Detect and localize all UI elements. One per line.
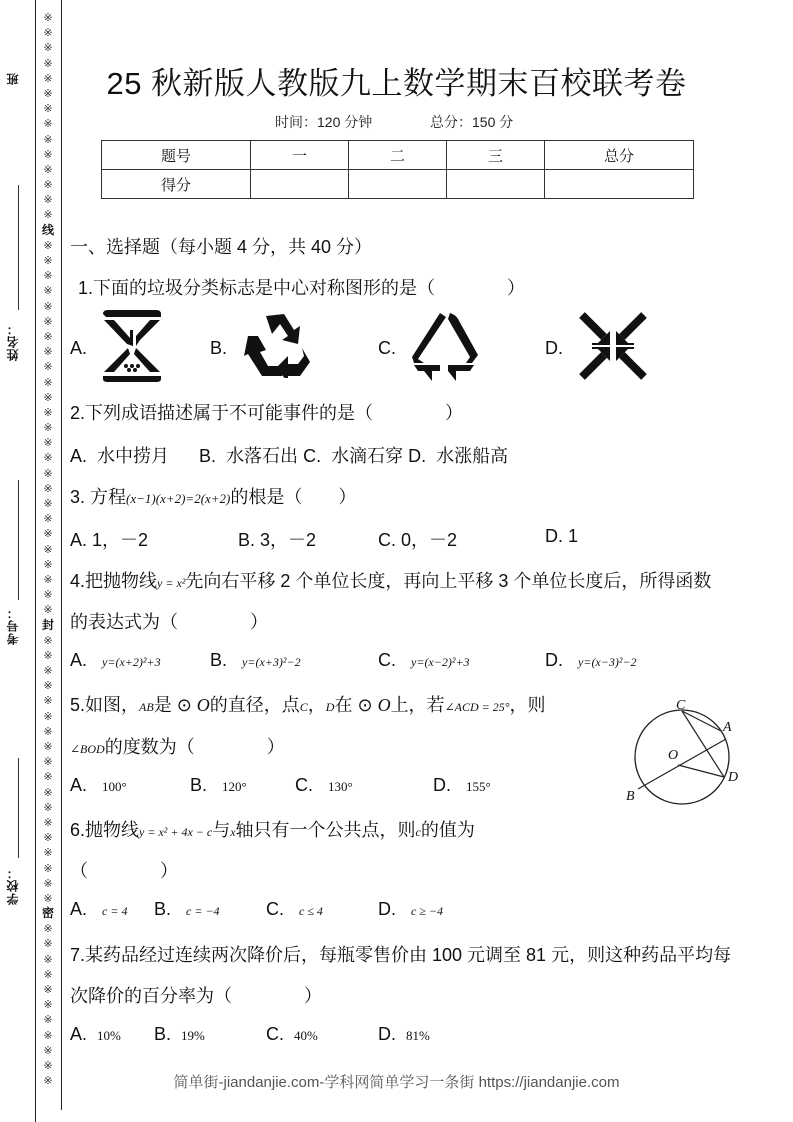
table-cell: 总分: [545, 141, 694, 170]
reference-mark-icon: ※: [43, 284, 53, 298]
reference-mark-icon: ※: [43, 360, 53, 374]
score-table-score-row: [102, 170, 694, 199]
option-label: B.: [210, 650, 228, 670]
reference-mark-icon: ※: [43, 299, 53, 313]
q3-option-d[interactable]: [545, 526, 578, 547]
reference-mark-icon: ※: [43, 436, 53, 450]
math-symbol: AB: [139, 700, 154, 714]
stem-text: 6.抛物线: [70, 820, 140, 840]
reference-mark-icon: ※: [43, 41, 53, 55]
question-5-stem-line2: [70, 733, 285, 759]
reference-mark-icon: ※: [43, 86, 53, 100]
exam-no-underline: [18, 480, 19, 600]
page-title: 25 秋新版人教版九上数学期末百校联考卷: [106, 66, 687, 101]
option-text: 水落石出: [226, 446, 299, 466]
stem-text: 上，若: [390, 695, 445, 715]
stem-text: ，: [307, 695, 326, 715]
recycle-icon: [244, 312, 312, 378]
reference-mark-icon: ※: [43, 238, 53, 252]
option-value: 130°: [328, 779, 353, 794]
q7-option-c[interactable]: [266, 1024, 318, 1045]
q5-option-b[interactable]: [190, 775, 247, 796]
margin-outer-line: [35, 0, 36, 1122]
option-label: A.: [70, 775, 88, 795]
reference-mark-icon: ※: [43, 891, 53, 905]
reference-mark-icon: ※: [43, 785, 53, 799]
reference-mark-icon: ※: [43, 102, 53, 116]
option-label: A.: [70, 530, 88, 550]
reference-mark-icon: ※: [43, 132, 53, 146]
option-formula: c = 4: [102, 904, 128, 918]
reference-mark-icon: ※: [43, 345, 53, 359]
section-heading: 一、选择题（每小题 4 分，共 40 分）: [70, 237, 373, 257]
option-label: B.: [238, 530, 256, 550]
q3-option-b[interactable]: [238, 526, 316, 552]
point-label-o: O: [668, 748, 679, 763]
reference-mark-icon: ※: [43, 117, 53, 131]
point-label-a: A: [723, 720, 732, 735]
seal-char: 封: [41, 617, 54, 632]
option-label: C.: [378, 650, 396, 670]
reference-mark-icon: ※: [43, 147, 53, 161]
q3-option-a[interactable]: [70, 526, 148, 552]
reference-mark-icon: ※: [43, 831, 53, 845]
reference-mark-icon: ※: [43, 648, 53, 662]
reference-mark-icon: ※: [43, 329, 53, 343]
reference-mark-icon: ※: [43, 56, 53, 70]
option-label: C.: [266, 1024, 284, 1044]
table-cell: 二: [349, 141, 447, 170]
score-table: [101, 140, 694, 199]
question-1-stem: 1.下面的垃圾分类标志是中心对称图形的是（ ）: [78, 278, 526, 298]
reference-mark-icon: ※: [43, 1058, 53, 1072]
math-symbol: O: [377, 695, 391, 715]
option-formula: y=(x−3)²−2: [578, 655, 637, 669]
name-label: 姓名：: [6, 322, 20, 361]
reference-mark-icon: ※: [43, 71, 53, 85]
point-label-d: D: [728, 770, 739, 785]
option-label: D.: [433, 775, 451, 795]
option-value: 19%: [181, 1028, 205, 1043]
reference-mark-icon: ※: [43, 421, 53, 435]
reference-mark-icon: ※: [43, 11, 53, 24]
reference-mark-icon: ※: [43, 876, 53, 890]
reference-mark-icon: ※: [43, 542, 53, 556]
score-input-cell[interactable]: [251, 170, 349, 199]
stem-text: 的直径，点: [209, 695, 300, 715]
q4-option-b[interactable]: [210, 650, 301, 671]
stem-text: 4.把抛物线: [70, 571, 158, 591]
option-label: D.: [545, 526, 563, 546]
option-text: 1: [568, 526, 579, 546]
math-symbol: x: [230, 825, 236, 839]
option-formula: c = −4: [186, 904, 220, 918]
reference-mark-icon: ※: [43, 512, 53, 526]
option-label: C.: [378, 530, 396, 550]
question-4-stem-line2: 的表达式为（ ）: [70, 612, 268, 632]
option-label: D.: [408, 446, 427, 466]
option-value: 10%: [97, 1028, 121, 1043]
reference-mark-icon: ※: [43, 952, 53, 966]
reference-mark-icon: ※: [43, 861, 53, 875]
q7-option-a[interactable]: [70, 1024, 121, 1045]
q7-option-d[interactable]: [378, 1024, 430, 1045]
reference-mark-icon: ※: [43, 633, 53, 647]
stem-text: 5.如图，: [70, 695, 140, 715]
q5-option-a[interactable]: [70, 775, 127, 796]
question-7-stem-line2: 次降价的百分率为（ ）: [70, 986, 322, 1006]
stem-text: 3. 方程: [70, 487, 127, 507]
reference-mark-icon: ※: [43, 451, 53, 465]
q3-option-c[interactable]: [378, 526, 457, 552]
exam-no-label: 考号：: [6, 606, 20, 645]
reference-mark-icon: ※: [43, 208, 53, 222]
reference-mark-icon: ※: [43, 755, 53, 769]
seal-line-column: [41, 10, 55, 1088]
q4-option-c[interactable]: [378, 650, 470, 671]
reference-mark-icon: ※: [43, 1013, 53, 1027]
circle-geometry-figure: [620, 695, 760, 815]
reference-mark-icon: ※: [43, 603, 53, 617]
score-input-cell[interactable]: [545, 170, 694, 199]
option-label: D.: [378, 899, 396, 919]
option-value: 120°: [222, 779, 247, 794]
option-text: 0，－2: [401, 530, 458, 550]
reference-mark-icon: ※: [43, 679, 53, 693]
reference-mark-icon: ※: [43, 588, 53, 602]
point-label-c: C: [676, 698, 686, 713]
reference-mark-icon: ※: [43, 162, 53, 176]
reference-mark-icon: ※: [43, 998, 53, 1012]
option-label: D.: [545, 650, 563, 670]
option-formula: c ≤ 4: [299, 904, 323, 918]
reference-mark-icon: ※: [43, 269, 53, 283]
option-value: 81%: [406, 1028, 430, 1043]
math-symbol: C: [299, 700, 308, 714]
stem-text: 的度数为（ ）: [104, 737, 285, 757]
reference-mark-icon: ※: [43, 466, 53, 480]
table-cell: 三: [447, 141, 545, 170]
option-text: 3，－2: [260, 530, 317, 550]
reference-mark-icon: ※: [43, 740, 53, 753]
reference-mark-icon: ※: [43, 497, 53, 510]
option-label: B.: [199, 446, 217, 466]
table-cell: 得分: [102, 170, 251, 199]
option-label: C.: [295, 775, 313, 795]
q4-option-d[interactable]: [545, 650, 637, 671]
equation: y = x²: [157, 576, 186, 590]
reference-mark-icon: ※: [43, 375, 53, 389]
reference-mark-icon: ※: [43, 846, 53, 860]
reference-mark-icon: ※: [43, 1028, 53, 1042]
q5-option-d[interactable]: [433, 775, 491, 796]
option-label: A.: [70, 650, 88, 670]
question-6-stem: [70, 816, 475, 842]
option-label: D.: [378, 1024, 396, 1044]
option-formula: y=(x−2)²+3: [411, 655, 470, 669]
reference-mark-icon: ※: [43, 557, 53, 571]
math-symbol: D: [325, 700, 335, 714]
reference-mark-icon: ※: [43, 800, 53, 814]
q2-option-a[interactable]: [70, 446, 169, 466]
math-symbol: ∠ACD = 25°: [444, 700, 510, 714]
seal-char: 密: [41, 906, 54, 921]
exam-total-score: 总分：150 分: [430, 114, 514, 130]
seal-char: 线: [41, 222, 54, 237]
score-input-cell[interactable]: [447, 170, 545, 199]
option-label: A.: [70, 899, 88, 919]
option-text: 水涨船高: [436, 446, 509, 466]
reference-mark-icon: ※: [43, 572, 53, 586]
option-value: 100°: [102, 779, 127, 794]
stem-text: 轴只有一个公共点，则: [235, 820, 416, 840]
q6-option-d[interactable]: [378, 899, 443, 920]
q2-option-c[interactable]: [303, 446, 403, 466]
q1-option-d-label: D.: [545, 338, 563, 358]
reference-mark-icon: ※: [43, 26, 53, 40]
q7-option-b[interactable]: [154, 1024, 205, 1045]
option-label: A.: [70, 446, 88, 466]
compress-arrows-icon: [578, 311, 648, 381]
equation: y = x² + 4x − c: [139, 825, 213, 839]
option-text: 水滴石穿: [331, 446, 404, 466]
option-label: B.: [154, 1024, 172, 1044]
option-label: C.: [303, 446, 322, 466]
option-formula: y=(x+2)²+3: [102, 655, 161, 669]
q2-option-b[interactable]: [199, 446, 298, 466]
school-label: 学校：: [6, 866, 20, 905]
question-3-stem: [70, 483, 356, 509]
q6-option-a[interactable]: [70, 899, 127, 920]
equation: (x−1)(x+2)=2(x+2): [126, 491, 231, 506]
stem-text: 是 ⊙: [153, 695, 197, 715]
reference-mark-icon: ※: [43, 254, 53, 267]
stem-text: 的值为: [420, 820, 475, 840]
watermark-footer: 简单街-jiandanjie.com-学科网简单学习一条街 https://jiandanjie.com: [173, 1074, 620, 1091]
reference-mark-icon: ※: [43, 709, 53, 723]
option-formula: y=(x+3)²−2: [242, 655, 301, 669]
reference-mark-icon: ※: [43, 937, 53, 951]
stem-text: 在 ⊙: [334, 695, 378, 715]
option-label: B.: [190, 775, 208, 795]
q4-option-a[interactable]: [70, 650, 161, 671]
table-cell: 一: [251, 141, 349, 170]
reference-mark-icon: ※: [43, 178, 53, 192]
hazardous-waste-icon: [100, 310, 164, 382]
triangle-arrows-icon: [410, 311, 478, 381]
reference-mark-icon: ※: [43, 1074, 53, 1088]
question-4-stem: [70, 567, 711, 593]
q5-option-c[interactable]: [295, 775, 353, 796]
option-value: 155°: [466, 779, 491, 794]
option-formula: c ≥ −4: [411, 904, 444, 918]
stem-text: ，则: [509, 695, 546, 715]
school-underline: [18, 758, 19, 858]
reference-mark-icon: ※: [43, 664, 53, 678]
q1-option-c-label: C.: [378, 338, 396, 358]
exam-time: 时间：120 分钟: [275, 114, 373, 130]
score-input-cell[interactable]: [349, 170, 447, 199]
stem-text: 与: [212, 820, 231, 840]
option-text: 水中捞月: [97, 446, 170, 466]
reference-mark-icon: ※: [43, 405, 53, 419]
reference-mark-icon: ※: [43, 983, 53, 996]
reference-mark-icon: ※: [43, 314, 53, 328]
reference-mark-icon: ※: [43, 527, 53, 541]
q1-option-a-label: A.: [70, 338, 88, 358]
table-cell: 题号: [102, 141, 251, 170]
q1-option-b-label: B.: [210, 338, 228, 358]
score-table-header-row: [102, 141, 694, 170]
class-label: 班: [6, 72, 20, 85]
q6-option-b[interactable]: [154, 899, 220, 920]
reference-mark-icon: ※: [43, 724, 53, 738]
reference-mark-icon: ※: [43, 390, 53, 404]
reference-mark-icon: ※: [43, 193, 53, 207]
q2-option-d[interactable]: [408, 446, 508, 466]
reference-mark-icon: ※: [43, 770, 53, 784]
reference-mark-icon: ※: [43, 922, 53, 936]
math-symbol: c: [415, 825, 421, 839]
option-label: A.: [70, 1024, 88, 1044]
stem-text: 先向右平移 2 个单位长度，再向上平移 3 个单位长度后，所得函数: [185, 571, 712, 591]
option-value: 40%: [294, 1028, 318, 1043]
point-label-b: B: [626, 789, 635, 804]
question-6-stem-line2: （ ）: [70, 861, 178, 881]
reference-mark-icon: ※: [43, 815, 53, 829]
question-2-options: [70, 442, 508, 468]
math-symbol: O: [196, 695, 210, 715]
option-text: 1，－2: [92, 530, 149, 550]
reference-mark-icon: ※: [43, 481, 53, 495]
name-underline: [18, 185, 19, 310]
option-label: C.: [266, 899, 284, 919]
reference-mark-icon: ※: [43, 1043, 53, 1057]
math-symbol: ∠BOD: [70, 742, 105, 756]
option-label: B.: [154, 899, 172, 919]
margin-inner-line: [61, 0, 62, 1110]
reference-mark-icon: ※: [43, 967, 53, 981]
question-5-stem: [70, 691, 546, 717]
question-7-stem: 7.某药品经过连续两次降价后，每瓶零售价由 100 元调至 81 元，则这种药品平均每: [70, 945, 732, 965]
question-2-stem: 2.下列成语描述属于不可能事件的是（ ）: [70, 403, 464, 423]
q6-option-c[interactable]: [266, 899, 323, 920]
stem-text: 的根是（ ）: [230, 487, 357, 507]
reference-mark-icon: ※: [43, 694, 53, 708]
